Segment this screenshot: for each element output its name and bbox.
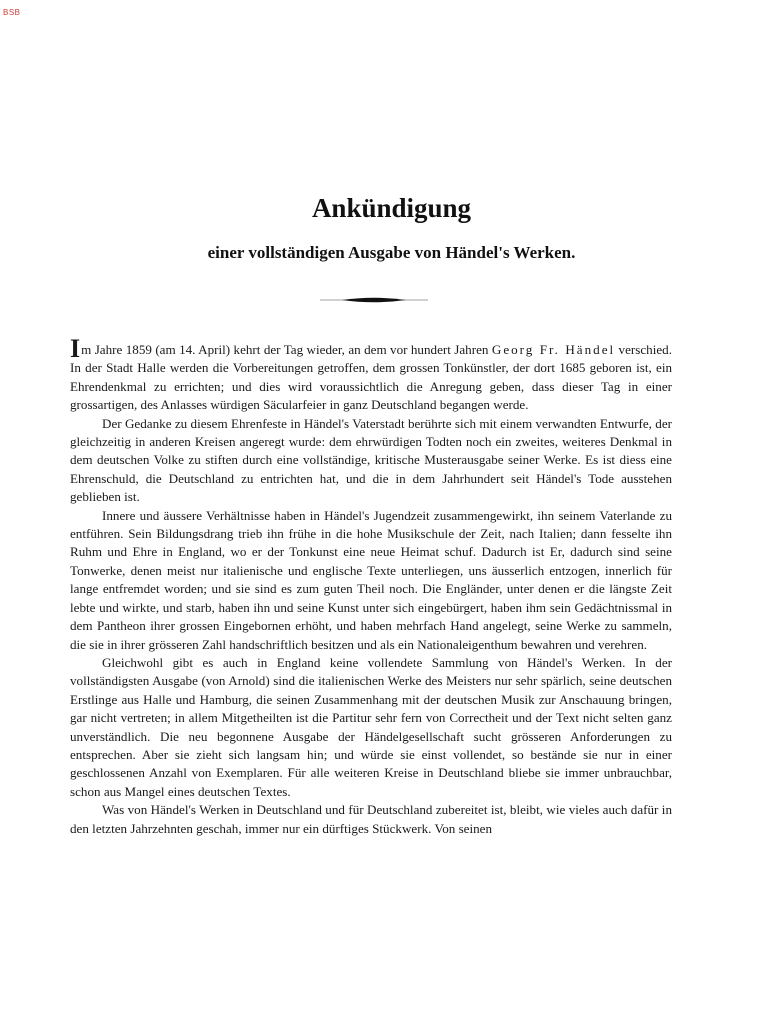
paragraph-1-text-a: m Jahre 1859 (am 14. April) kehrt der Tag wieder, an dem vor hundert Jahren — [81, 342, 492, 357]
announcement-body — [70, 334, 672, 838]
paragraph-4: Gleichwohl gibt es auch in England keine vollendete Sammlung von Händel's Werken. In der vollständigsten Ausgabe (von Arnold) sind die italienischen Werke des Meisters nur sehr spärlich, seine deutschen Erstlinge aus Halle und Hamburg, die seinen Zusammenhang mit der deutschen Musik zur Anschauung bringen, gar nicht vertreten; in allem Mitgetheilten ist die Partitur sehr fern von Correctheit und der Text nicht selten ganz unverständlich. Die neu begonnene Ausgabe der Händelgesellschaft sucht grösseren Anforderungen zu entsprechen. Aber sie zieht sich langsam hin; und würde sie einst vollendet, so bestände sie nur in einer geschlossenen Anzahl von Exemplaren. Für alle weiteren Kreise in Deutschland bliebe sie immer unbrauchbar, schon aus Mangel eines deutschen Textes. — [70, 654, 672, 799]
ornament-divider-icon — [320, 296, 428, 304]
paragraph-1 — [70, 334, 672, 415]
page-subtitle: einer vollständigen Ausgabe von Händel's Werken. — [207, 243, 576, 262]
paragraph-5: Was von Händel's Werken in Deutschland und für Deutschland zubereitet ist, bleibt, wie vieles auch dafür in den letzten Jahrzehnten geschah, immer nur ein dürftiges Stückwerk. Von seinen — [70, 802, 672, 836]
paragraph-3: Innere und äussere Verhältnisse haben in Händel's Jugendzeit zusammengewirkt, ihn seinem Vaterlande zu entführen. Sein Bildungsdrang trieb ihn frühe in die hohe Musikschule der Zeit, nach Italien; dann fesselte ihn Ruhm und Ehre in England, wo er der Tonkunst eine neue Heimat schuf. Dadurch ist Er, dadurch sind seine Tonwerke, denen meist nur italienische und englische Texte unterliegen, uns äusserlich entzogen, innerlich für lange entfremdet worden; und sie sind es zum guten Theil noch. Die Engländer, unter denen er die längste Zeit lebte und wirkte, und starb, haben ihn und seine Kunst unter sich eingebürgert, haben ihm sein Gedächtnissmal in dem Pantheon ihrer grossen Eingebornen erhöht, und haben mehrfach Hand angelegt, seine Werke zu sammeln, die sie in ihrer grösseren Zahl handschriftlich besitzen und als ein Nationaleigenthum bewahren und verehren. — [70, 507, 672, 652]
paragraph-1-text-b: verschied. In der Stadt Halle werden die Vorbereitungen getroffen, dem grossen Tonkünstler, der dort 1685 geboren ist, ein Ehrendenkmal zu errichten; und dies wird voraussichtlich die Anregung geben, dass dieser Tag in einer grossartigen, des Anlasses würdigen Säcularfeier in ganz Deutschland begangen werde. — [70, 342, 672, 413]
page-title: Ankündigung — [311, 193, 472, 223]
drop-cap: I — [70, 334, 81, 363]
composer-name: Georg Fr. Händel — [491, 342, 616, 357]
paragraph-2: Der Gedanke zu diesem Ehrenfeste in Händel's Vaterstadt berührte sich mit einem verwandten Entwurfe, der gleichzeitig in anderen Kreisen angeregt wurde: dem ehrwürdigen Todten noch ein zweites, weiteres Denkmal in dem deutschen Volke zu stiften durch eine vollständige, kritische Musterausgabe seiner Werke. Es ist diess eine Ehrenschuld, die Deutschland zu entrichten hat, und die in dem Jahrhundert seit Händel's Tode ausstehen geblieben ist. — [70, 415, 672, 505]
library-stamp: BSB — [3, 8, 21, 17]
